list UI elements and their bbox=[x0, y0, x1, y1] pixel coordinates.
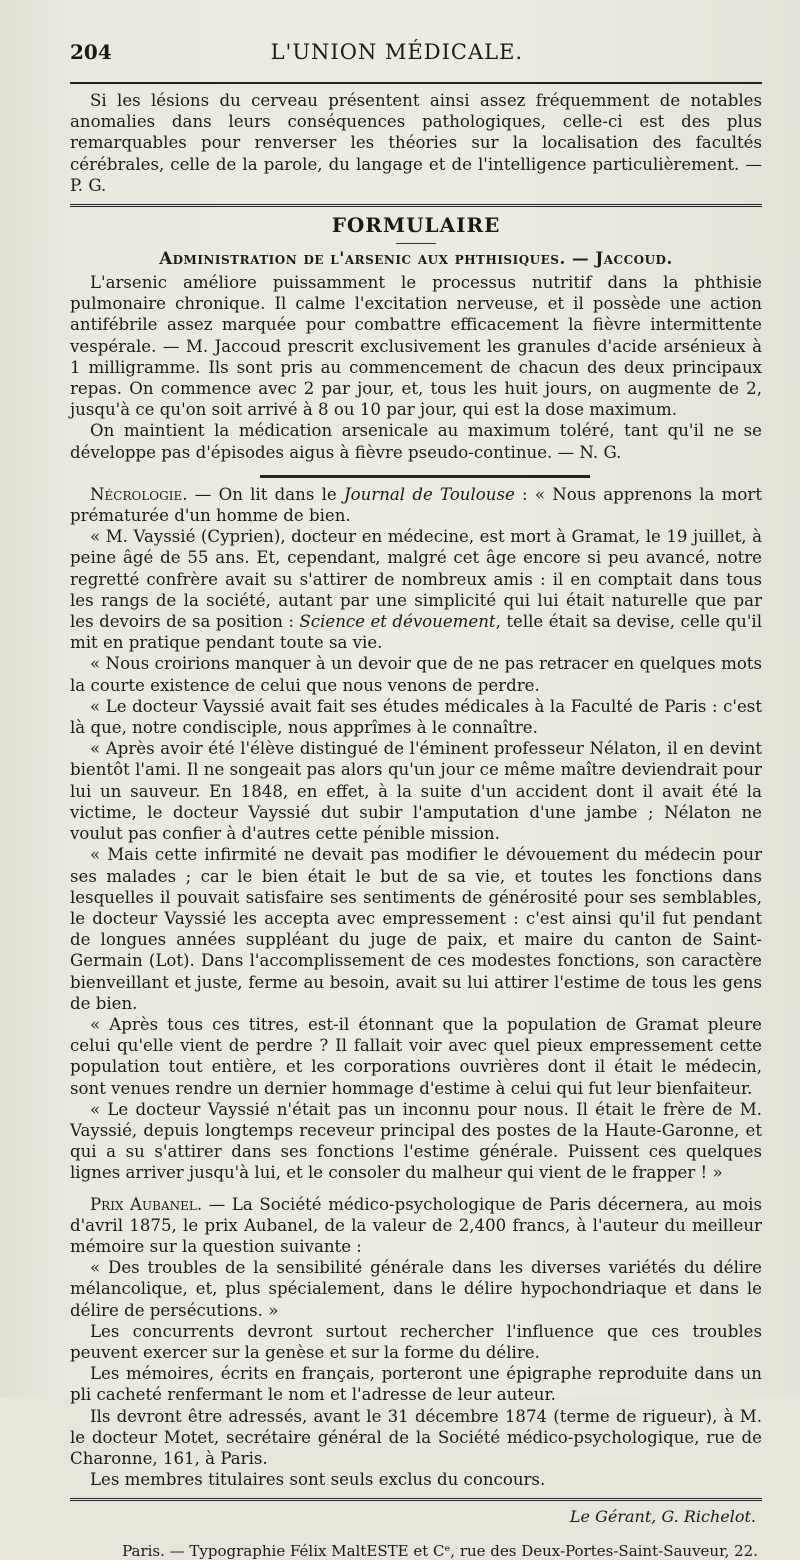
formulaire-title: FORMULAIRE bbox=[331, 213, 501, 238]
prix-lead bbox=[70, 1194, 762, 1258]
intro-text: Si les lésions du cerveau présentent ainsi assez fréquemment de notables anomalies dans leurs conséquences pathologiques, celle-ci est des plus remarquables pour renverser les théories sur la localisation des facultés cérébrales, celle de la parole, du langage et de l'intelligence particulièrement. bbox=[70, 91, 762, 174]
necrologie-label: Nécrologie. bbox=[90, 484, 188, 504]
necrologie-paragraph: « Nous croirions manquer à un devoir que de ne pas retracer en quelques mots la courte existence de celui que nous venons de perdre. bbox=[70, 654, 762, 695]
formulaire-paragraph: L'arsenic améliore puissamment le processus nutritif dans la phthisie pulmonaire chronique. Il calme l'excitation nerveuse, et il possède une action antifébrile assez marquée pour combattre efficacement la fièvre intermittente vespérale. — M. Jaccoud prescrit exclusivement les granules d'acide arsénieux à 1 milligramme. Ils sont pris au commencement de chacun des deux principaux repas. On commence avec 2 par jour, et, tous les huit jours, on augmente de 2, jusqu'à ce qu'on soit arrivé à 8 ou 10 par jour, qui est la dose maximum. bbox=[70, 273, 762, 420]
page-header bbox=[70, 40, 762, 80]
formulaire-subtitle: Administration de l'arsenic aux phthisiques. — Jaccoud. bbox=[159, 248, 673, 269]
necrologie-lead bbox=[70, 484, 762, 526]
gerant-signature: Le Gérant, G. Richelot. bbox=[569, 1507, 756, 1527]
necrologie-paragraph: « Après avoir été l'élève distingué de l'éminent professeur Nélaton, il en devint bientôt l'ami. Il ne songeait pas alors qu'un jour ce même maître deviendrait pour lui un sauveur. En 1848, en effet, à la suite d'un accident dont il avait été la victime, le docteur Vayssié dut subir l'amputation d'une jambe ; Nélaton ne voulut pas confier à d'autres cette pénible mission. bbox=[70, 739, 762, 844]
motto: Science et dévouement bbox=[299, 612, 496, 632]
title-short-rule bbox=[396, 243, 436, 244]
necrologie-paragraph: « Après tous ces titres, est-il étonnant que la population de Gramat pleure celui qu'elle vient de perdre ? Il fallait voir avec quel pieux empressement cette population tout entière, et les corporations ouvrières dont il était le médecin, sont venues rendre un dernier hommage d'estime à celui qui fut leur bienfaiteur. bbox=[70, 1014, 762, 1098]
prix-paragraph: « Des troubles de la sensibilité générale dans les diverses variétés du délire mélancolique, et, plus spécialement, dans le délire hypochondriaque et dans le délire de persécutions. » bbox=[70, 1258, 762, 1320]
prix-label: Prix Aubanel. bbox=[90, 1194, 203, 1214]
necrologie-lead-text: — On lit dans le bbox=[187, 484, 344, 504]
necrologie-paragraph: « Le docteur Vayssié n'était pas un inconnu pour nous. Il était le frère de M. Vayssié, depuis longtemps receveur principal des postes de la Haute-Garonne, et qui a su s'attirer dans ses fonctions l'estime générale. Puissent ces quelques lignes arriver jusqu'à lui, et le consoler du malheur qui vient de le frapper ! » bbox=[70, 1099, 762, 1183]
intro-signature: — P. G. bbox=[70, 154, 762, 195]
prix-lead-text: — La Société médico-psychologique de Paris décernera, au mois d'avril 1875, le prix Aubanel, de la valeur de 2,400 francs, à l'auteur du meilleur mémoire sur la question suivante : bbox=[70, 1194, 762, 1256]
prix-paragraph: Les concurrents devront surtout rechercher l'influence que ces troubles peuvent exercer sur la genèse et sur la forme du délire. bbox=[70, 1321, 762, 1362]
page-number: 204 bbox=[70, 40, 112, 64]
header-rule bbox=[70, 82, 762, 84]
necrologie-p1-b: , telle était sa devise, celle qu'il mit en pratique pendant toute sa vie. bbox=[70, 612, 762, 653]
spacer bbox=[70, 1184, 762, 1194]
section-divider bbox=[260, 475, 590, 478]
prix-paragraph: Ils devront être adressés, avant le 31 décembre 1874 (terme de rigueur), à M. le docteur Motet, secrétaire général de la Société médico-psychologique, rue de Charonne, 161, à Paris. bbox=[70, 1406, 762, 1468]
intro-paragraph bbox=[70, 90, 762, 196]
imprint-line: Paris. — Typographie Félix MaltESTE et Cᵉ, rue des Deux-Portes-Saint-Sauveur, 22. bbox=[122, 1542, 758, 1560]
necrologie-p1-a: « M. Vayssié (Cyprien), docteur en médecine, est mort à Gramat, le 19 juillet, à peine âgé de 55 ans. Et, cependant, malgré cet âge encore si peu avancé, notre regretté confrère avait su s'attirer de nombreux amis : il en comptait dans tous les rangs de la société, autant par une simplicité qui lui était naturelle que par les devoirs de sa position : bbox=[70, 527, 762, 632]
footer-rule bbox=[70, 1498, 762, 1501]
running-title: L'UNION MÉDICALE. bbox=[270, 40, 524, 64]
necrologie-paragraph: « Le docteur Vayssié avait fait ses études médicales à la Faculté de Paris : c'est là que, notre condisciple, nous apprîmes à le connaître. bbox=[70, 696, 762, 738]
prix-paragraph: Les membres titulaires sont seuls exclus du concours. bbox=[90, 1470, 546, 1490]
prix-paragraph: Les mémoires, écrits en français, porteront une épigraphe reproduite dans un pli cacheté renfermant le nom et l'adresse de leur auteur. bbox=[70, 1364, 762, 1405]
section-divider bbox=[70, 204, 762, 207]
necrologie-lead-rest: : « Nous apprenons la mort prématurée d'un homme de bien. bbox=[70, 484, 762, 526]
formulaire-paragraph: On maintient la médication arsenicale au maximum toléré, tant qu'il ne se développe pas d'épisodes aigus à fièvre pseudo-continue. — N. G. bbox=[70, 421, 762, 462]
necrologie-paragraph: « Mais cette infirmité ne devait pas modifier le dévouement du médecin pour ses malades ; car le bien était le but de sa vie, et toutes les fonctions dans lesquelles il pouvait satisfaire ses sentiments de générosité pour ses semblables, le docteur Vayssié les accepta avec empressement : c'est ainsi qu'il fut pendant de longues années suppléant du juge de paix, et maire du canton de Saint-Germain (Lot). Dans l'accomplissement de ces modestes fonctions, son caractère bienveillant et juste, ferme au besoin, avait su lui attirer l'estime de tous les gens de bien. bbox=[70, 845, 762, 1013]
necrologie-paragraph bbox=[70, 526, 762, 653]
journal-name: Journal de Toulouse bbox=[343, 484, 515, 504]
